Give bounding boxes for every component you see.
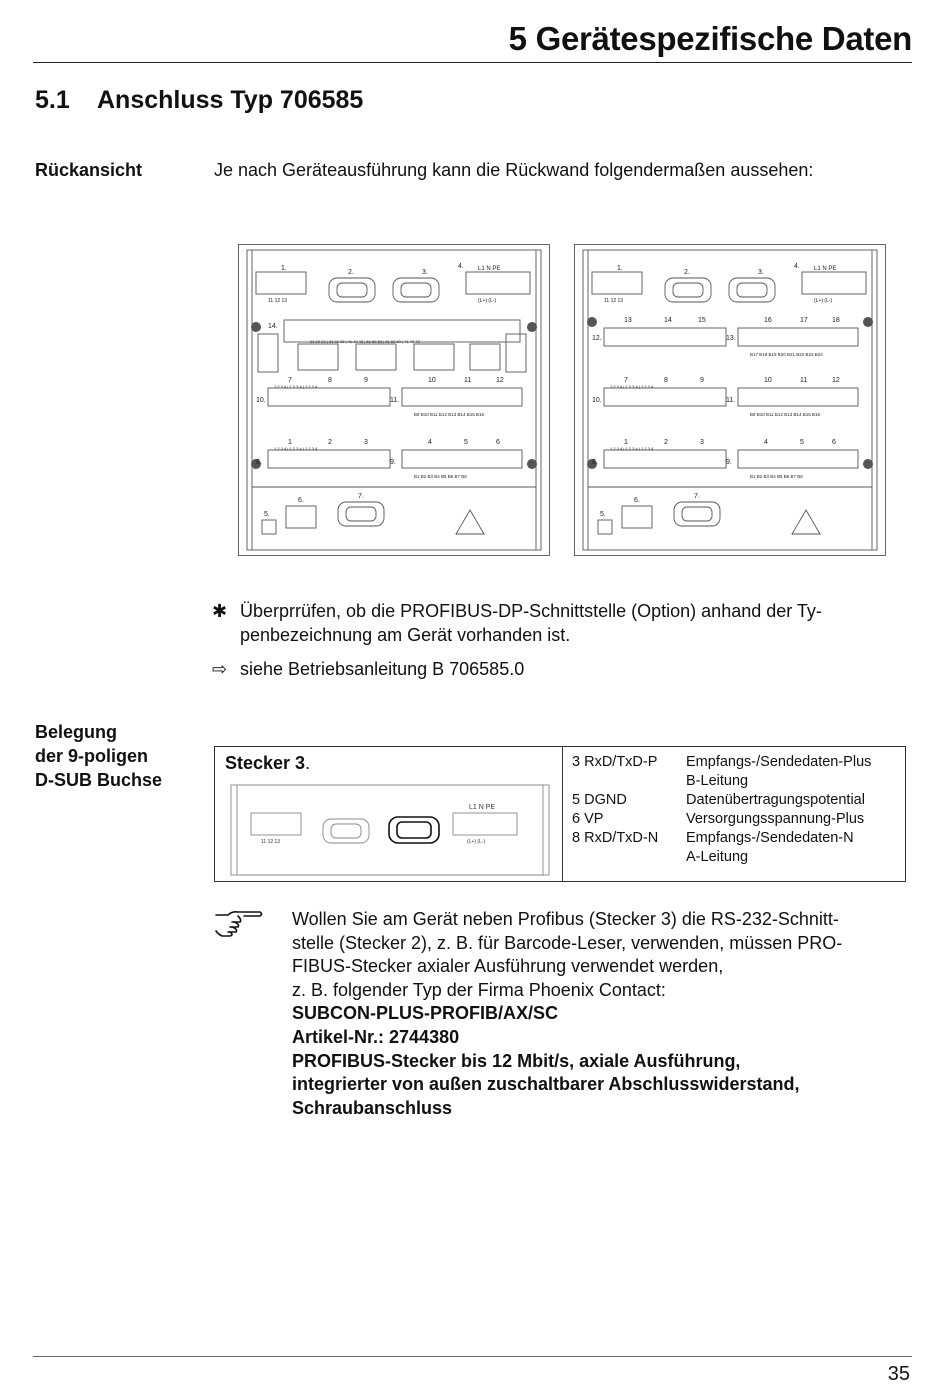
- right-label-3: 3.: [758, 269, 764, 276]
- rear-panel-right: [574, 244, 886, 556]
- stecker-3-figure: [229, 781, 551, 877]
- right-lower-6: 6: [832, 439, 836, 446]
- left-lower-6: 6: [496, 439, 500, 446]
- right-b-top: B17 B18 B19 B20 B21 B22 B23 B24: [750, 352, 823, 357]
- left-label-1: 1.: [281, 265, 287, 272]
- arrow-right-icon: ⇨: [212, 659, 228, 679]
- left-power-label: (L+) (L-): [478, 298, 497, 304]
- right-top-14: 14: [664, 317, 672, 324]
- note-arrow: [212, 657, 912, 683]
- hint-line-3: FIBUS-Stecker axialer Ausführung verwendet werden,: [292, 956, 724, 977]
- left-b-lower: B1 B2 B3 B4 B5 B6 B7 B8: [414, 474, 467, 479]
- left-b-upper: B9 B10 B11 B12 B13 B14 B15 B16: [414, 412, 484, 417]
- left-upper-8: 8: [328, 377, 332, 384]
- stecker-fig-power: (L+) (L-): [467, 839, 486, 845]
- left-bottom-7: 7.: [358, 493, 364, 500]
- right-label-4: 4.: [794, 263, 800, 270]
- left-label-4: 4.: [458, 263, 464, 270]
- right-lower-1: 1: [624, 439, 628, 446]
- right-upper-7: 7: [624, 377, 628, 384]
- left-slot-9: 9.: [390, 459, 396, 466]
- left-upper-12: 12: [496, 377, 504, 384]
- right-top-18: 18: [832, 317, 840, 324]
- left-upper-pins: 1 2 3 4 | 1 2 3 4 | 1 2 3 4: [274, 384, 318, 389]
- left-upper-7: 7: [288, 377, 292, 384]
- section-number: 5.1: [35, 86, 70, 114]
- right-lower-2: 2: [664, 439, 668, 446]
- hint-bold-5: Schraubanschluss: [292, 1097, 453, 1118]
- left-lower-5: 5: [464, 439, 468, 446]
- right-upper-8: 8: [664, 377, 668, 384]
- right-slot-9: 9.: [726, 459, 732, 466]
- right-upper-pins: 1 2 3 4 | 1 2 3 4 | 1 2 3 4: [610, 384, 654, 389]
- left-row14-nums: 21 22 23 | 31 32 33 | 41 42 43 | 51 52 53 | 61 62 63 | 71 72 73: [310, 339, 420, 344]
- belegung-line-3: D-SUB Buchse: [35, 770, 163, 790]
- right-slot-11: 11.: [726, 397, 736, 404]
- section-title-text: Anschluss Typ 706585: [97, 86, 364, 114]
- left-lower-4: 4: [428, 439, 432, 446]
- rueckansicht-label: Rückansicht: [35, 160, 143, 180]
- belegung-label: [35, 720, 162, 792]
- right-lower-5: 5: [800, 439, 804, 446]
- right-b-lower: B1 B2 B3 B4 B5 B6 B7 B8: [750, 474, 803, 479]
- stecker-fig-terminals: 11 12 13: [261, 839, 281, 845]
- pin-assignment-table: Stecker 3. L1 N PE 11 12 13 (L+) (L-) 3 RxD/TxD-P Empfangs-/Sendedaten-Plus B-Leitung 5 DGND Datenübertragungspotential 6 VP Versorgungsspannung-Plus 8 RxD/TxD-N Empfangs-/Sendedaten-N A-Leitung: [214, 746, 906, 882]
- right-label-2: 2.: [684, 269, 690, 276]
- left-slot-8: 8.: [256, 459, 262, 466]
- left-label-3: 3.: [422, 269, 428, 276]
- right-bottom-5: 5.: [600, 511, 606, 518]
- left-upper-9: 9: [364, 377, 368, 384]
- left-bottom-6: 6.: [298, 497, 304, 504]
- hint-line-1: Wollen Sie am Gerät neben Profibus (Stecker 3) die RS-232-Schnitt-: [292, 909, 839, 929]
- left-lower-pins: 1 2 3 4 | 1 2 3 4 | 1 2 3 4: [274, 446, 318, 451]
- left-row14: 14.: [268, 323, 278, 330]
- note-star-text: Überprrüfen, ob die PROFIBUS-DP-Schnittstelle (Option) anhand der Ty-penbezeichnung am Gerät vorhanden ist.: [240, 601, 822, 645]
- right-bottom-6: 6.: [634, 497, 640, 504]
- rear-panel-right-drawing: [574, 244, 886, 556]
- chapter-title: 5 Gerätespezifische Daten: [508, 20, 912, 57]
- right-upper-12: 12: [832, 377, 840, 384]
- right-lower-3: 3: [700, 439, 704, 446]
- left-slot-11: 11.: [390, 397, 400, 404]
- left-bottom-5: 5.: [264, 511, 270, 518]
- hint-bold-4: integrierter von außen zuschaltbarer Abschlusswiderstand,: [292, 1074, 800, 1095]
- header-rule: [33, 62, 912, 63]
- left-lower-3: 3: [364, 439, 368, 446]
- rear-panel-left-drawing: [238, 244, 550, 556]
- table-divider: [562, 747, 563, 881]
- right-label-1: 1.: [617, 265, 623, 272]
- left-upper-10: 10: [428, 377, 436, 384]
- hint-bold-1: SUBCON-PLUS-PROFIB/AX/SC: [292, 1003, 559, 1024]
- right-slot-10: 10.: [592, 397, 602, 404]
- right-top-13: 13: [624, 317, 632, 324]
- right-upper-10: 10: [764, 377, 772, 384]
- hint-text: [292, 908, 917, 1120]
- right-lower-4: 4: [764, 439, 768, 446]
- hint-line-2: stelle (Stecker 2), z. B. für Barcode-Leser, verwenden, müssen PRO-: [292, 932, 843, 953]
- right-upper-11: 11: [800, 377, 808, 384]
- section-title: [35, 86, 363, 115]
- left-upper-11: 11: [464, 377, 472, 384]
- asterisk-icon: ✱: [212, 601, 228, 621]
- pointing-hand-icon: [214, 907, 264, 939]
- stecker-label-text: Stecker 3: [225, 753, 306, 773]
- right-slot-12: 12.: [592, 335, 602, 342]
- belegung-line-2: der 9-poligen: [35, 746, 149, 766]
- left-label-2: 2.: [348, 269, 354, 276]
- right-slot-13: 13.: [726, 335, 736, 342]
- left-lower-2: 2: [328, 439, 332, 446]
- stecker-fig-mains: L1 N PE: [469, 804, 496, 811]
- right-top-16: 16: [764, 317, 772, 324]
- note-star: [212, 599, 912, 649]
- rueckansicht-text: Je nach Geräteausführung kann die Rückwand folgendermaßen aussehen:: [214, 160, 814, 180]
- right-mains: L1 N PE: [814, 266, 837, 272]
- stecker-label-dot: .: [305, 753, 311, 773]
- left-slot-10: 10.: [256, 397, 266, 404]
- right-top-15: 15: [698, 317, 706, 324]
- page-number: 35: [887, 1363, 910, 1385]
- left-terminal-nums: 11 12 13: [268, 298, 288, 304]
- hint-line-4: z. B. folgender Typ der Firma Phoenix Contact:: [292, 979, 666, 1000]
- left-mains: L1 N PE: [478, 266, 501, 272]
- footer-rule: [33, 1356, 912, 1357]
- right-top-17: 17: [800, 317, 808, 324]
- belegung-line-1: Belegung: [35, 722, 118, 742]
- right-lower-pins: 1 2 3 4 | 1 2 3 4 | 1 2 3 4: [610, 446, 654, 451]
- right-upper-9: 9: [700, 377, 704, 384]
- rear-panel-left: [238, 244, 550, 556]
- right-bottom-7: 7.: [694, 493, 700, 500]
- right-terminal-nums: 11 12 13: [604, 298, 624, 304]
- right-power-label: (L+) (L-): [814, 298, 833, 304]
- hint-bold-3: PROFIBUS-Stecker bis 12 Mbit/s, axiale Ausführung,: [292, 1050, 741, 1071]
- right-slot-8: 8.: [592, 459, 598, 466]
- left-lower-1: 1: [288, 439, 292, 446]
- stecker-label: [225, 753, 310, 774]
- note-arrow-text: siehe Betriebsanleitung B 706585.0: [240, 659, 525, 679]
- hint-bold-2: Artikel-Nr.: 2744380: [292, 1026, 460, 1047]
- right-b-upper: B9 B10 B11 B12 B13 B14 B15 B16: [750, 412, 820, 417]
